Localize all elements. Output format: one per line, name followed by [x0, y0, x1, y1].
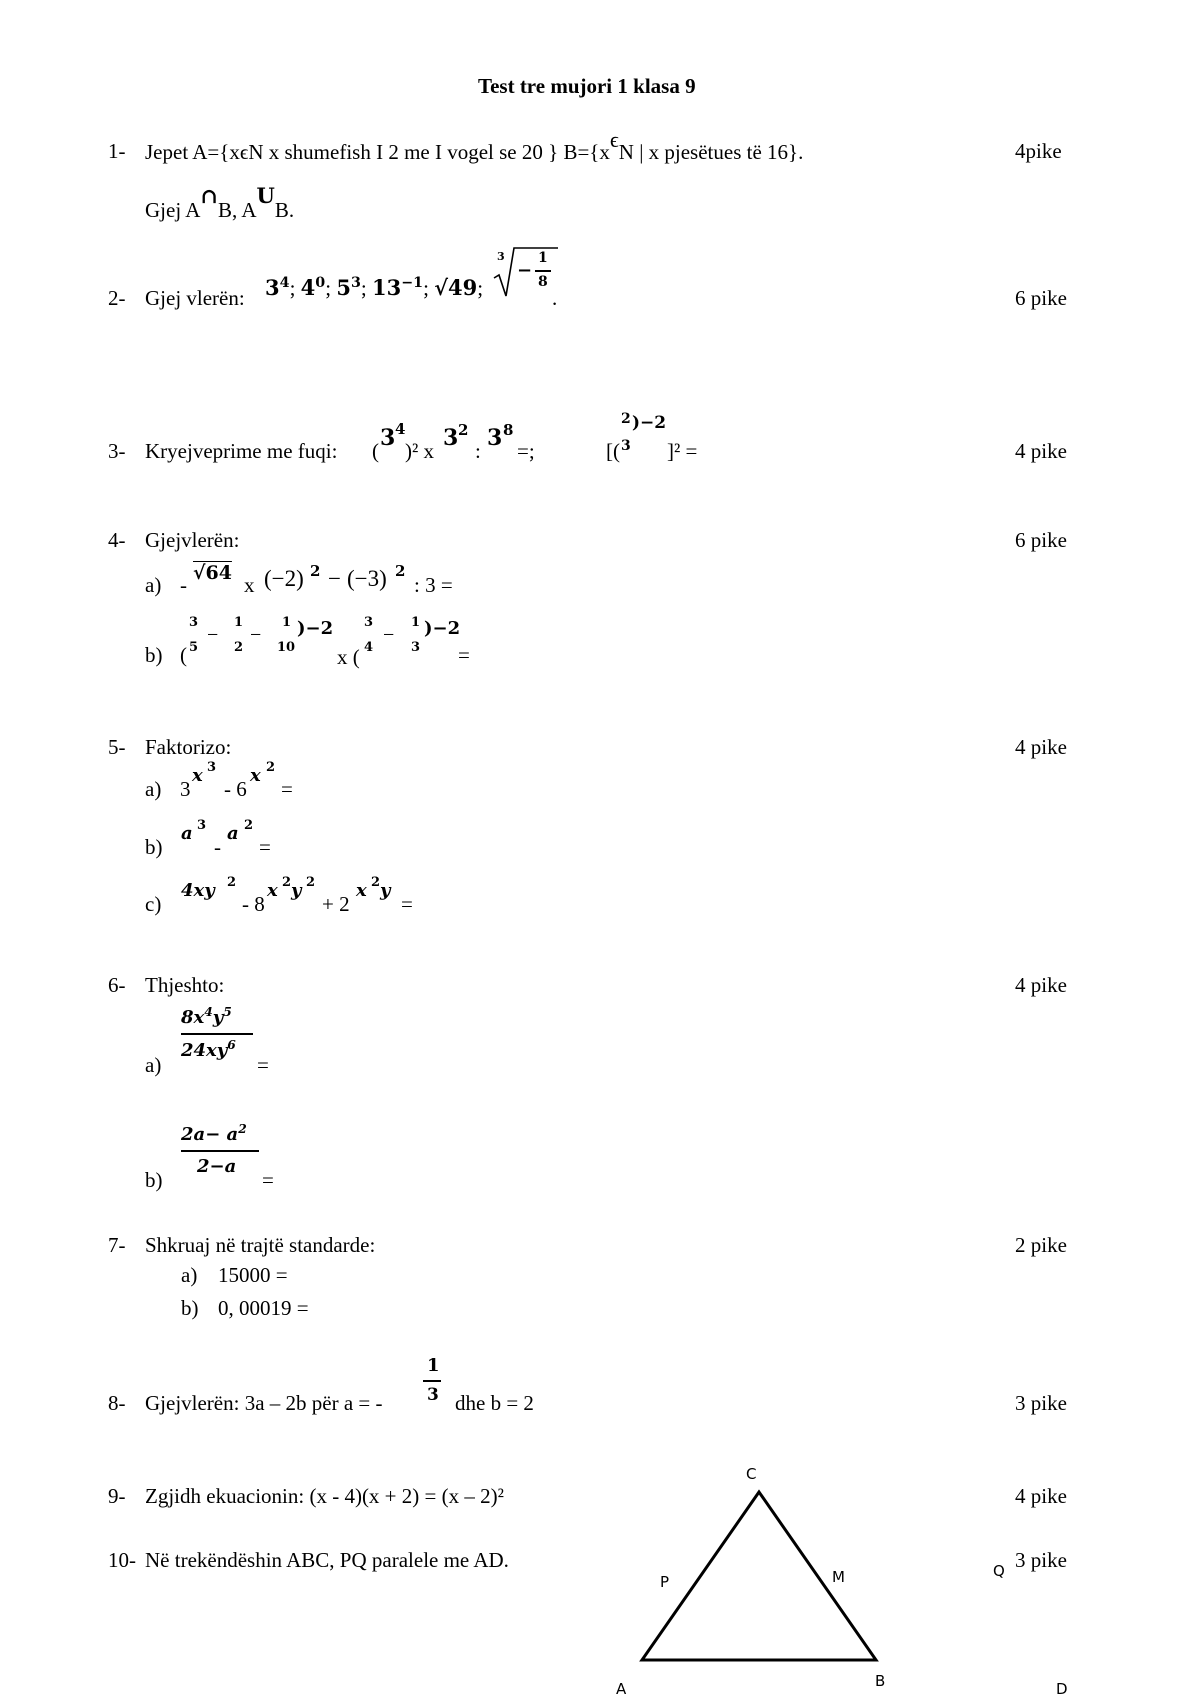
- base: 3: [380, 425, 396, 451]
- fraction-numerator: 1: [411, 615, 421, 630]
- variable: a: [181, 823, 193, 844]
- fraction-denominator: 5: [189, 640, 199, 655]
- question-1-text: Jepet A={xϵN x shumefish I 2 me I vogel se 20 } B={xϵN | x pjesëtues të 16}.: [145, 127, 804, 164]
- exponent: 8: [503, 421, 514, 439]
- question-number: 1-: [108, 139, 126, 163]
- question-1-line-2: Gjej A∩B, AUB.: [145, 183, 295, 222]
- fraction-denominator: 2: [234, 640, 244, 655]
- exponent: 2: [282, 875, 292, 890]
- points-label: 4pike: [1015, 139, 1062, 163]
- bracket-open: [(: [606, 439, 620, 463]
- vertex-label-c: C: [746, 1465, 757, 1483]
- exponent: 2: [458, 421, 469, 439]
- powers-list: $3^4$; $4^0$; $5^3$; $13^{-1}$; √49;: [265, 275, 484, 300]
- variable: x: [250, 765, 261, 786]
- intersection-symbol: ∩: [200, 183, 219, 208]
- exponent: 2: [371, 875, 381, 890]
- question-2-text: Gjej vlerën:: [145, 286, 245, 310]
- question-8-text: Gjejvlerën: 3a – 2b për a = -: [145, 1391, 383, 1415]
- minus: -: [180, 573, 187, 597]
- exponent: )−2: [632, 413, 667, 433]
- fraction-numerator: $2a- a^2$: [181, 1122, 247, 1145]
- term: 4xy: [181, 880, 215, 901]
- part-label: a): [145, 777, 162, 801]
- question-number: 5-: [108, 735, 126, 759]
- term: (−2): [264, 566, 304, 591]
- base: 3: [487, 425, 503, 451]
- times: x (: [337, 645, 360, 669]
- fraction-denominator: 3: [621, 438, 631, 454]
- element-of-symbol: ϵ: [609, 127, 619, 152]
- bracket-close: ]² =: [667, 439, 698, 463]
- variable: x: [267, 880, 278, 901]
- exponent: 2: [306, 875, 316, 890]
- equals: =;: [517, 439, 535, 463]
- exponent: 4: [395, 420, 406, 438]
- page-title: Test tre mujori 1 klasa 9: [478, 74, 696, 98]
- point-label-m: M: [832, 1568, 845, 1586]
- base: 3: [443, 425, 459, 451]
- fraction-denominator: 8: [538, 274, 548, 290]
- points-label: 6 pike: [1015, 286, 1067, 310]
- period: .: [552, 286, 558, 310]
- question-number: 8-: [108, 1391, 126, 1415]
- exponent: 3: [197, 818, 207, 833]
- fraction-denominator: 2−a: [197, 1156, 237, 1177]
- root-minus: −: [517, 260, 533, 281]
- question-3-text: Kryejveprime me fuqi:: [145, 439, 338, 463]
- root-index: 3: [497, 250, 505, 263]
- exponent: )−2: [297, 618, 334, 639]
- operator: - 8: [242, 892, 265, 916]
- variable: y: [380, 880, 391, 901]
- part-label: a): [181, 1263, 198, 1287]
- fraction-denominator: 3: [427, 1385, 439, 1405]
- points-label: 3 pike: [1015, 1548, 1067, 1572]
- question-7-text: Shkruaj në trajtë standarde:: [145, 1233, 376, 1257]
- exponent: )−2: [424, 618, 461, 639]
- part-label: b): [145, 1168, 163, 1192]
- operator: -: [214, 835, 221, 859]
- points-label: 6 pike: [1015, 528, 1067, 552]
- question-10-text: Në trekëndëshin ABC, PQ paralele me AD.: [145, 1548, 509, 1572]
- question-number: 2-: [108, 286, 126, 310]
- points-label: 4 pike: [1015, 439, 1067, 463]
- question-number: 4-: [108, 528, 126, 552]
- equals: =: [458, 643, 470, 667]
- part-label: b): [145, 643, 163, 667]
- question-4-text: Gjejvlerën:: [145, 528, 240, 552]
- part-text: 15000 =: [218, 1263, 288, 1287]
- variable: y: [291, 880, 302, 901]
- exponent: 2: [310, 562, 321, 580]
- fraction-numerator: 1: [427, 1355, 440, 1376]
- exponent: 2: [266, 760, 276, 775]
- question-9-text: Zgjidh ekuacionin: (x - 4)(x + 2) = (x – 2)²: [145, 1484, 504, 1508]
- equals: =: [262, 1168, 274, 1192]
- point-label-p: P: [660, 1573, 670, 1591]
- equals: =: [281, 777, 293, 801]
- part-text: 0, 00019 =: [218, 1296, 309, 1320]
- part-label: a): [145, 1053, 162, 1077]
- equals: =: [401, 892, 413, 916]
- union-symbol: U: [256, 183, 275, 208]
- times: x: [244, 573, 255, 597]
- fraction-numerator: 2: [621, 411, 631, 427]
- part-label: b): [181, 1296, 199, 1320]
- question-8-rest: dhe b = 2: [455, 1391, 534, 1415]
- point-label-d: D: [1056, 1680, 1068, 1698]
- exponent: 2: [244, 818, 254, 833]
- minus: −: [250, 624, 262, 646]
- variable: a: [227, 823, 239, 844]
- square-root: √64: [193, 562, 232, 584]
- question-number: 6-: [108, 973, 126, 997]
- question-number: 9-: [108, 1484, 126, 1508]
- term: (−3): [347, 566, 387, 591]
- fraction-numerator: 3: [189, 615, 199, 630]
- vertex-label-a: A: [616, 1680, 627, 1698]
- part-label: c): [145, 892, 162, 916]
- minus: −: [383, 624, 395, 646]
- exponent: 3: [207, 760, 217, 775]
- minus: −: [207, 624, 219, 646]
- question-number: 3-: [108, 439, 126, 463]
- paren-open: (: [180, 643, 187, 667]
- fraction-denominator: 3: [411, 640, 421, 655]
- question-number: 10-: [108, 1548, 136, 1572]
- part-label: b): [145, 835, 163, 859]
- operator: + 2: [322, 892, 350, 916]
- operator: - 6: [224, 777, 247, 801]
- equals: =: [257, 1053, 269, 1077]
- minus: −: [328, 566, 341, 591]
- points-label: 4 pike: [1015, 973, 1067, 997]
- fraction-numerator: 1: [234, 615, 244, 630]
- paren-open: (: [372, 439, 379, 463]
- variable: x: [192, 765, 203, 786]
- fraction-numerator: 1: [282, 615, 292, 630]
- colon: :: [475, 439, 481, 463]
- variable: x: [356, 880, 367, 901]
- fraction-denominator: 4: [364, 640, 374, 655]
- fraction-numerator: 3: [364, 615, 374, 630]
- points-label: 3 pike: [1015, 1391, 1067, 1415]
- fraction-numerator: $8x^4y^5$: [181, 1005, 232, 1028]
- question-6-text: Thjeshto:: [145, 973, 225, 997]
- points-label: 4 pike: [1015, 1484, 1067, 1508]
- points-label: 2 pike: [1015, 1233, 1067, 1257]
- points-label: 4 pike: [1015, 735, 1067, 759]
- fraction-denominator: 10: [277, 640, 296, 655]
- paren-close: )² x: [405, 439, 435, 463]
- part-label: a): [145, 573, 162, 597]
- question-number: 7-: [108, 1233, 126, 1257]
- coefficient: 3: [180, 777, 191, 801]
- fraction-denominator: $24xy^6$: [181, 1038, 236, 1061]
- exponent: 2: [227, 875, 237, 890]
- exponent: 2: [395, 562, 406, 580]
- vertex-label-b: B: [875, 1672, 886, 1690]
- fraction-numerator: 1: [538, 250, 548, 266]
- point-label-q: Q: [993, 1562, 1005, 1580]
- divide-equals: : 3 =: [414, 573, 453, 597]
- question-5-text: Faktorizo:: [145, 735, 232, 759]
- equals: =: [259, 835, 271, 859]
